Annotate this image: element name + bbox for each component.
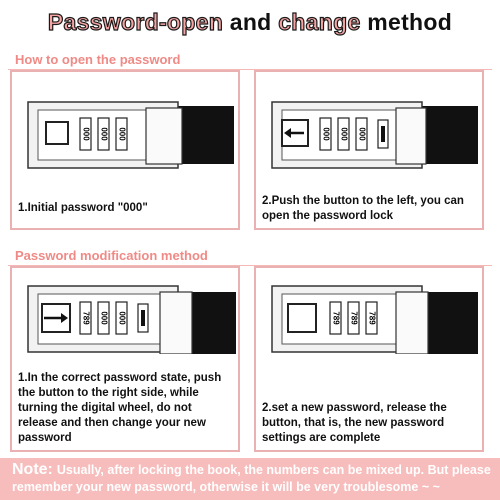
lock-illustration: [26, 284, 236, 354]
title-part-and: and: [223, 9, 279, 35]
lock-sleeve: [396, 292, 428, 354]
title-part-method: method: [360, 9, 453, 35]
lock-illustration: [270, 100, 480, 170]
panel-caption: 2.set a new password, release the button, that is, the new password settings are complete: [262, 402, 447, 444]
wheel-digits: 000: [357, 127, 367, 141]
wheel-digits: 000: [117, 311, 127, 325]
section-heading-modify: Password modification method: [15, 248, 208, 263]
panel-push-right: [10, 266, 240, 452]
unlock-button: [46, 122, 68, 144]
panel-initial-password: [10, 70, 240, 230]
lock-illustration: [26, 100, 236, 170]
lock-strap: [420, 292, 478, 354]
note-banner: [0, 458, 500, 500]
lock-slot-bar: [381, 126, 385, 142]
panel-caption: 1.In the correct password state, push the button to the right side, while turning the digital wheel, do not release and then change your new password: [18, 372, 222, 444]
wheel-digits: 000: [99, 311, 109, 325]
wheel-digits: 000: [117, 127, 127, 141]
lock-illustration: [270, 284, 480, 354]
lock-sleeve: [160, 292, 192, 354]
wheel-digits: 789: [331, 311, 341, 325]
lock-slot-bar: [141, 310, 145, 326]
wheel-digits: 789: [367, 311, 377, 325]
panel-push-left: [254, 70, 484, 230]
lock-sleeve: [396, 108, 426, 164]
wheel-digits: 000: [99, 127, 109, 141]
title-part-change: change: [278, 9, 361, 35]
unlock-button: [288, 304, 316, 332]
wheel-digits: 789: [349, 311, 359, 325]
wheel-digits: 000: [339, 127, 349, 141]
wheel-digits: 000: [81, 127, 91, 141]
note-label: Note:: [12, 461, 53, 478]
wheel-digits: 000: [321, 127, 331, 141]
panel-caption: 2.Push the button to the left, you can open the password lock: [262, 195, 464, 222]
panel-caption: 1.Initial password "000": [18, 202, 148, 214]
note-content: [12, 461, 492, 496]
title-part-password-open: Password-open: [47, 9, 224, 35]
page-title: [0, 4, 500, 40]
lock-strap: [186, 292, 236, 354]
section-heading-open: How to open the password: [15, 52, 181, 67]
lock-sleeve: [146, 108, 182, 164]
note-text: Usually, after locking the book, the numbers can be mixed up. But please remember your new password, otherwise it will be very troublesome ~ ~: [12, 463, 491, 494]
panel-set-new-password: [254, 266, 484, 452]
wheel-digits: 789: [81, 311, 91, 325]
